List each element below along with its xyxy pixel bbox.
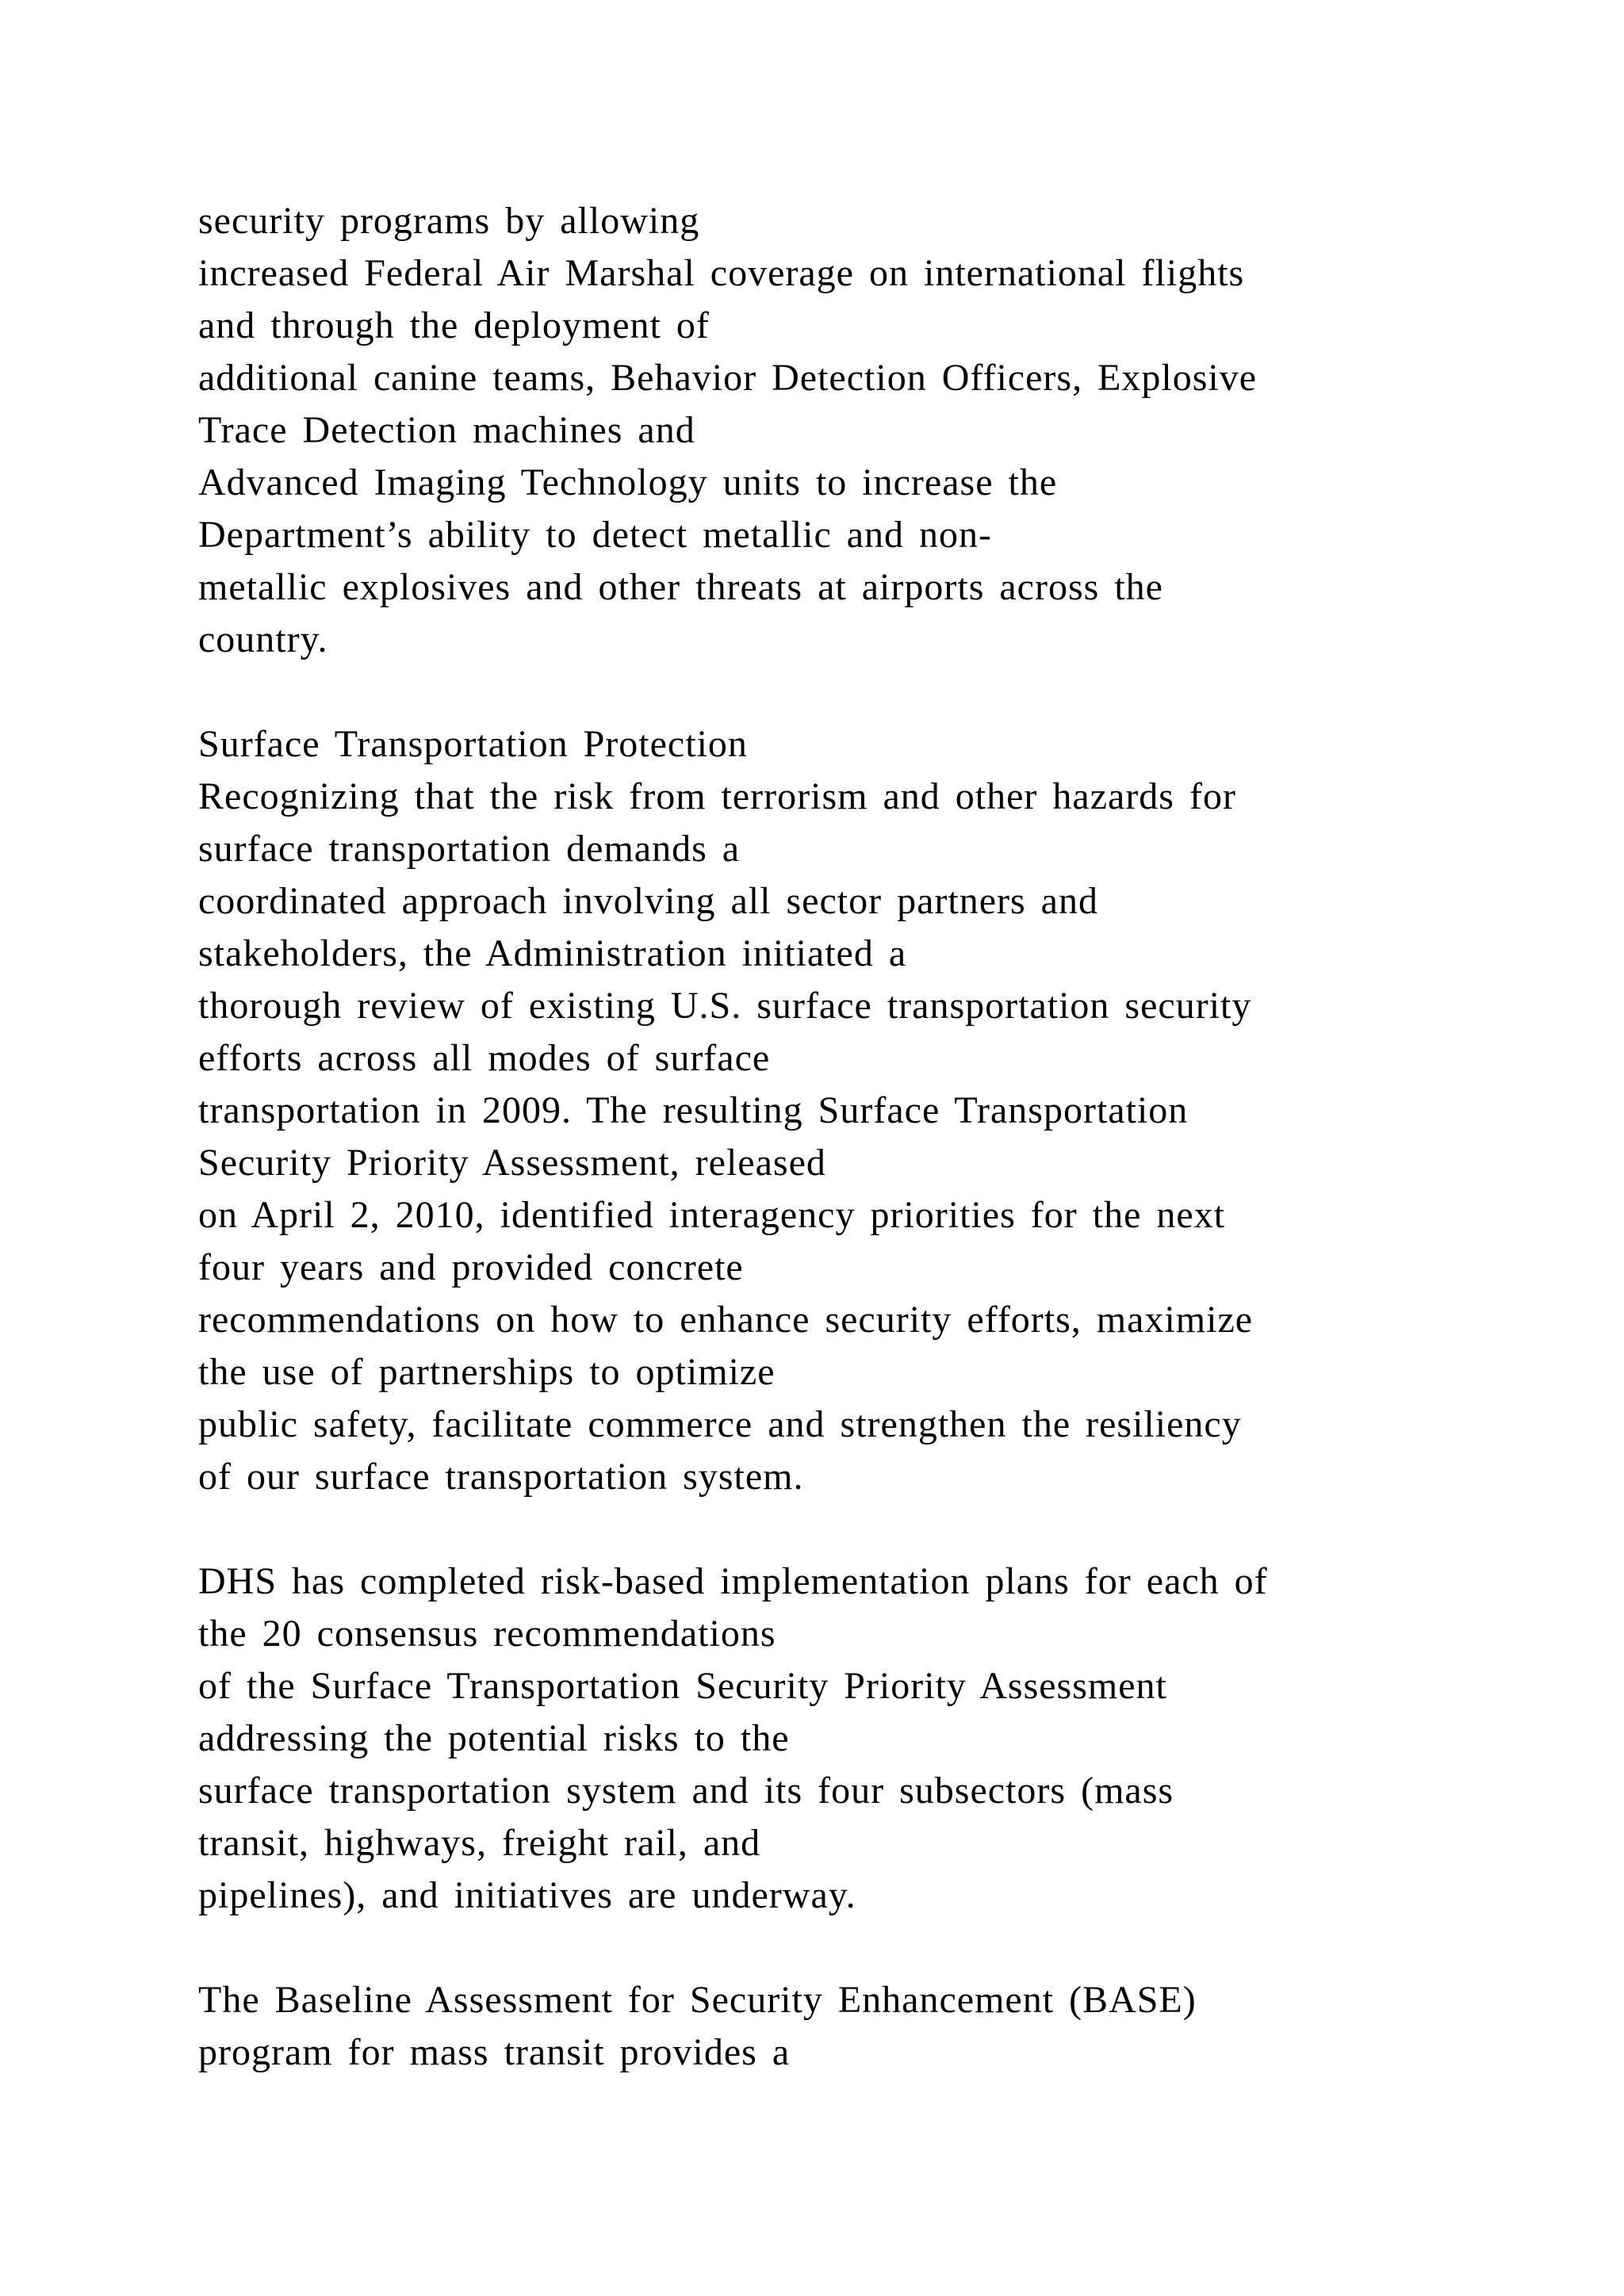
text-line: Trace Detection machines and bbox=[198, 409, 695, 451]
text-line: on April 2, 2010, identified interagency priorities for the next bbox=[198, 1194, 1226, 1236]
text-line: thorough review of existing U.S. surface transportation security bbox=[198, 985, 1252, 1027]
paragraph-gap bbox=[198, 666, 1546, 718]
text-line: transit, highways, freight rail, and bbox=[198, 1822, 761, 1864]
text-line: Advanced Imaging Technology units to increase the bbox=[198, 461, 1058, 503]
paragraph-2 bbox=[198, 718, 1546, 1503]
paragraph-4 bbox=[198, 1974, 1546, 2079]
text-line: additional canine teams, Behavior Detection Officers, Explosive bbox=[198, 357, 1258, 399]
text-line: The Baseline Assessment for Security Enhancement (BASE) bbox=[198, 1979, 1197, 2021]
text-line: coordinated approach involving all sector partners and bbox=[198, 880, 1098, 922]
text-line: of the Surface Transportation Security Priority Assessment bbox=[198, 1665, 1167, 1707]
body-text bbox=[198, 195, 1546, 2079]
text-line: the use of partnerships to optimize bbox=[198, 1351, 776, 1393]
text-line: efforts across all modes of surface bbox=[198, 1037, 771, 1079]
text-line: Security Priority Assessment, released bbox=[198, 1142, 826, 1184]
text-line: program for mass transit provides a bbox=[198, 2031, 791, 2073]
text-line: stakeholders, the Administration initiated a bbox=[198, 932, 907, 974]
text-line: country. bbox=[198, 618, 328, 660]
paragraph-1 bbox=[198, 195, 1546, 666]
text-line: addressing the potential risks to the bbox=[198, 1717, 790, 1759]
text-line: and through the deployment of bbox=[198, 304, 710, 346]
text-line: security programs by allowing bbox=[198, 200, 700, 242]
section-heading: Surface Transportation Protection bbox=[198, 723, 748, 765]
text-line: transportation in 2009. The resulting Surface Transportation bbox=[198, 1089, 1189, 1131]
text-line: Department’s ability to detect metallic and non- bbox=[198, 514, 993, 556]
text-line: recommendations on how to enhance security efforts, maximize bbox=[198, 1299, 1254, 1341]
paragraph-3 bbox=[198, 1556, 1546, 1922]
text-line: Recognizing that the risk from terrorism and other hazards for bbox=[198, 775, 1236, 817]
paragraph-gap bbox=[198, 1922, 1546, 1974]
paragraph-gap bbox=[198, 1503, 1546, 1556]
text-line: metallic explosives and other threats at airports across the bbox=[198, 566, 1163, 608]
text-line: four years and provided concrete bbox=[198, 1246, 744, 1288]
text-line: of our surface transportation system. bbox=[198, 1456, 804, 1498]
text-line: surface transportation demands a bbox=[198, 828, 741, 870]
text-line: surface transportation system and its four subsectors (mass bbox=[198, 1770, 1174, 1812]
text-line: public safety, facilitate commerce and strengthen the resiliency bbox=[198, 1403, 1242, 1445]
text-line: increased Federal Air Marshal coverage on international flights bbox=[198, 252, 1245, 294]
text-line: the 20 consensus recommendations bbox=[198, 1613, 776, 1655]
text-line: DHS has completed risk-based implementation plans for each of bbox=[198, 1560, 1268, 1602]
text-line: pipelines), and initiatives are underway. bbox=[198, 1874, 856, 1916]
